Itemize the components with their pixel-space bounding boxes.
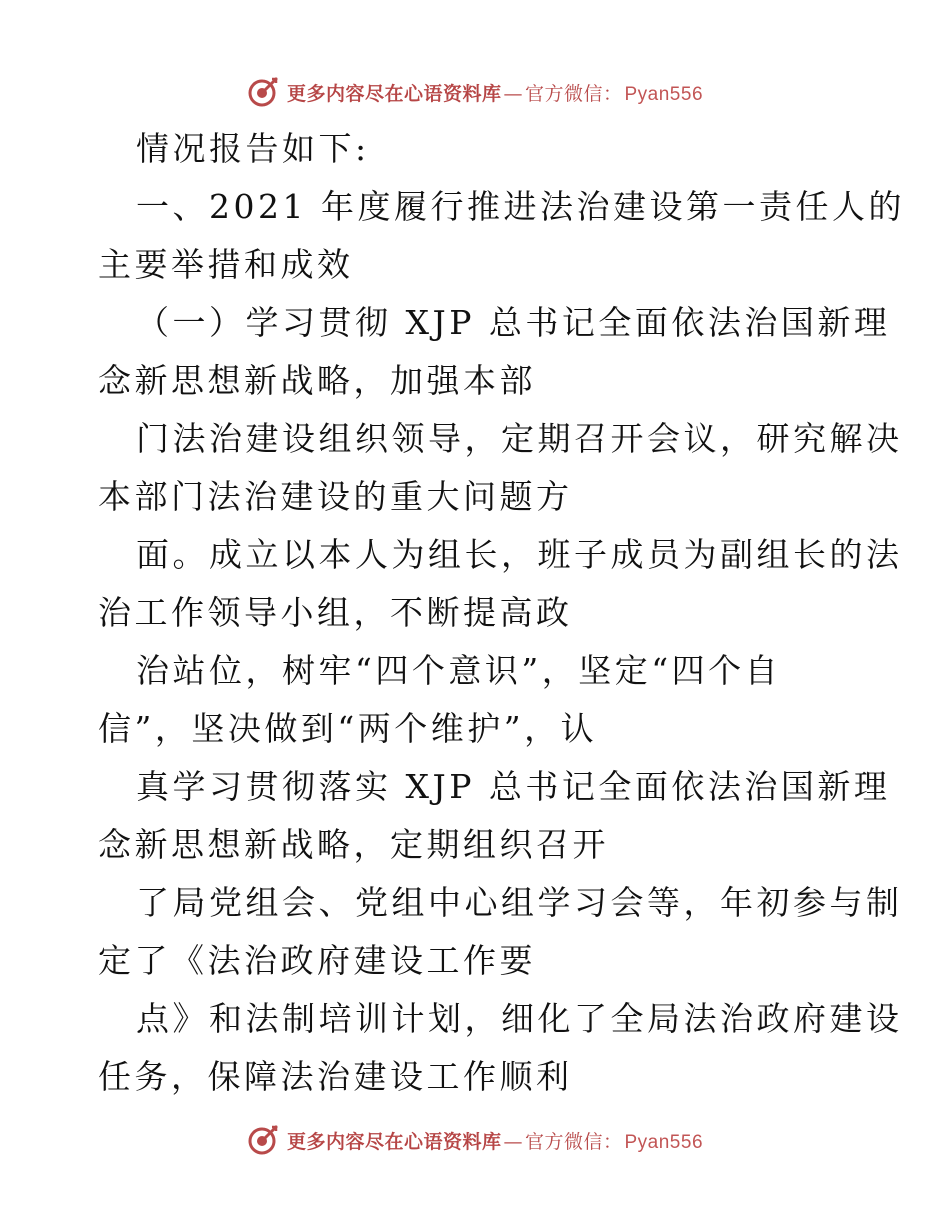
watermark-brand: 更多内容尽在心语资料库	[286, 82, 502, 105]
page-header-watermark	[0, 72, 950, 112]
body-line: 真学习贯彻落实 XJP 总书记全面依法治国新理	[136, 767, 891, 806]
watermark-dash: —	[503, 1130, 523, 1153]
body-line: 任务，保障法治建设工作顺利	[98, 1057, 573, 1096]
watermark-wechat-id: Pyan556	[624, 83, 704, 105]
footer-watermark-text	[287, 1127, 703, 1154]
body-line: 面。成立以本人为组长，班子成员为副组长的法	[136, 535, 903, 574]
watermark-wechat-id: Pyan556	[624, 1131, 704, 1153]
body-line: 信”，坚决做到“两个维护”，认	[98, 709, 598, 748]
watermark-official: 官方微信：	[524, 1130, 623, 1153]
body-line: 治站位，树牢“四个意识”，坚定“四个自	[136, 651, 782, 690]
header-watermark-text	[287, 79, 703, 106]
document-body	[98, 120, 905, 1106]
body-line: 主要举措和成效	[98, 245, 354, 284]
body-line: 门法治建设组织领导，定期召开会议，研究解决	[136, 419, 903, 458]
brand-logo-icon	[247, 1124, 279, 1156]
page-footer-watermark	[0, 1120, 950, 1160]
watermark-dash: —	[503, 82, 523, 105]
body-line: 定了《法治政府建设工作要	[98, 941, 536, 980]
body-line: （一）学习贯彻 XJP 总书记全面依法治国新理	[136, 303, 891, 342]
brand-logo-icon	[247, 76, 279, 108]
body-line: 念新思想新战略，加强本部	[98, 361, 536, 400]
watermark-brand: 更多内容尽在心语资料库	[286, 1130, 502, 1153]
body-line: 一、2021 年度履行推进法治建设第一责任人的	[136, 187, 905, 226]
body-line: 情况报告如下:	[136, 129, 370, 168]
watermark-official: 官方微信：	[524, 82, 623, 105]
body-line: 念新思想新战略，定期组织召开	[98, 825, 609, 864]
body-line: 治工作领导小组，不断提高政	[98, 593, 573, 632]
body-line: 了局党组会、党组中心组学习会等，年初参与制	[136, 883, 903, 922]
body-line: 本部门法治建设的重大问题方	[98, 477, 573, 516]
body-line: 点》和法制培训计划，细化了全局法治政府建设	[136, 999, 903, 1038]
